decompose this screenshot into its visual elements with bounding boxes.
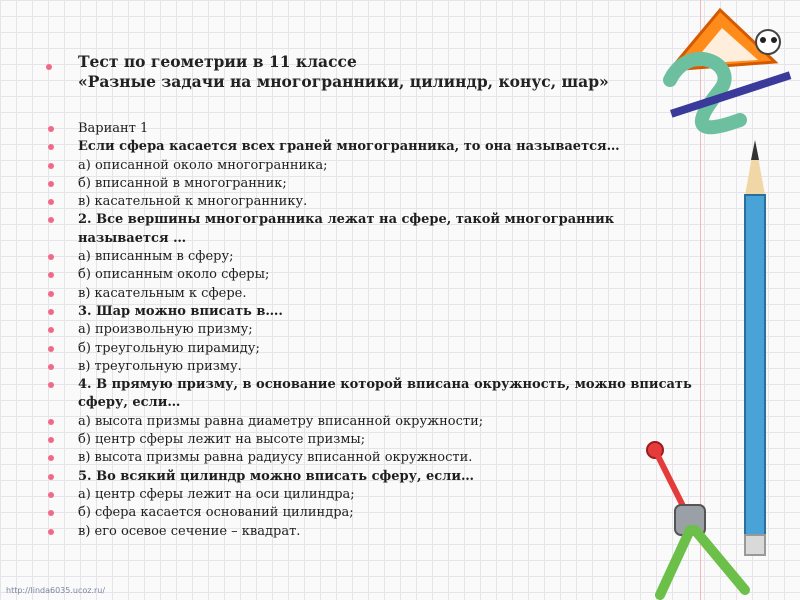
answer-option: а) центр сферы лежит на оси цилиндра; (78, 486, 708, 504)
question-item: 4. В прямую призму, в основание которой вписана окружность, можно вписать сферу, если… (78, 376, 708, 413)
slide-title (78, 52, 658, 92)
title-bullet (46, 64, 52, 70)
title-line-2: «Разные задачи на многогранники, цилиндр, конус, шар» (78, 72, 609, 91)
question-item: 2. Все вершины многогранника лежат на сфере, такой многогранник называется … (78, 211, 708, 248)
answer-option: а) произвольную призму; (78, 321, 708, 339)
answer-option: в) высота призмы равна радиусу вписанной окружности. (78, 449, 708, 467)
title-line-1: Тест по геометрии в 11 классе (78, 52, 357, 71)
answer-option: б) вписанной в многогранник; (78, 175, 708, 193)
answer-option: а) вписанным в сферу; (78, 248, 708, 266)
compass-icon (625, 430, 765, 600)
answer-option: в) треугольную призму. (78, 358, 708, 376)
answer-option: б) треугольную пирамиду; (78, 340, 708, 358)
question-item: 5. Во всякий цилиндр можно вписать сферу, если… (78, 468, 708, 486)
question-item: Если сфера касается всех граней многогранника, то она называется… (78, 138, 708, 156)
answer-option: в) его осевое сечение – квадрат. (78, 523, 708, 541)
geometry-tools-icon (600, 0, 800, 150)
variant-label: Вариант 1 (78, 120, 708, 138)
answer-option: б) описанным около сферы; (78, 266, 708, 284)
answer-option: в) касательной к многограннику. (78, 193, 708, 211)
answer-option: б) центр сферы лежит на высоте призмы; (78, 431, 708, 449)
answer-option: в) касательным к сфере. (78, 285, 708, 303)
answer-option: а) описанной около многогранника; (78, 157, 708, 175)
question-item: 3. Шар можно вписать в…. (78, 303, 708, 321)
question-list (78, 120, 708, 541)
footer-url: http://linda6035.ucoz.ru/ (6, 586, 106, 595)
answer-option: а) высота призмы равна диаметру вписанной окружности; (78, 413, 708, 431)
answer-option: б) сфера касается оснований цилиндра; (78, 504, 708, 522)
